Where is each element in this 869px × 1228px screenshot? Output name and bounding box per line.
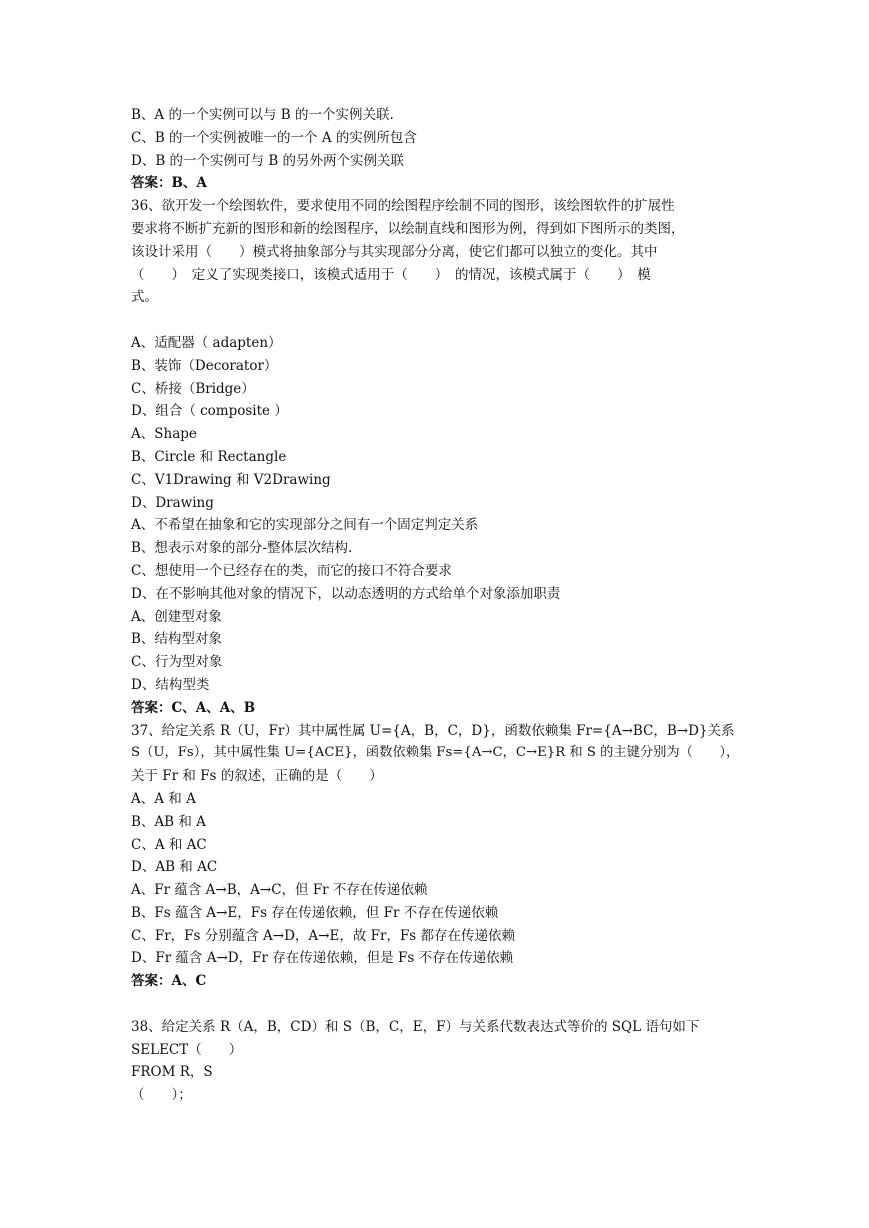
q38-sql-line: SELECT（ ） [131,1041,243,1058]
q37-stem-line-1: 37、给定关系 R（U，Fr）其中属性属 U={A，B，C，D}，函数依赖集 Fr={A→BC，B→D}关系 [131,722,735,739]
q37-answer: 答案：A、C [131,973,207,990]
q35-option-c: C、B 的一个实例被唯一的一个 A 的实例所包含 [131,129,417,146]
q38-sql-line: FROM R，S [131,1064,213,1081]
q37-option: D、Fr 蕴含 A→D，Fr 存在传递依赖，但是 Fs 不存在传递依赖 [131,950,514,967]
q37-option: A、A 和 A [131,790,196,807]
q37-option: A、Fr 蕴含 A→B，A→C，但 Fr 不存在传递依赖 [131,882,428,899]
spacer [131,993,739,1016]
q36-option: B、结构型对象 [131,631,222,648]
q37-stem-line-3: 关于 Fr 和 Fs 的叙述，正确的是（ ） [131,768,383,785]
q36-option: B、Circle 和 Rectangle [131,448,287,465]
spacer [131,309,739,332]
q38-stem: 38、给定关系 R（A，B，CD）和 S（B，C，E，F）与关系代数表达式等价的 SQL 语句如下 [131,1018,700,1035]
q37-option: C、Fr，Fs 分别蕴含 A→D，A→E，故 Fr，Fs 都存在传递依赖 [131,927,516,944]
q37-option: D、AB 和 AC [131,859,218,876]
q36-stem-line-2: 要求将不断扩充新的图形和新的绘图程序，以绘制直线和图形为例，得到如下图所示的类图， [131,220,685,237]
q36-answer: 答案：C、A、A、B [131,699,256,716]
q36-stem-line-3: 该设计采用（ ）模式将抽象部分与其实现部分分离，使它们都可以独立的变化。其中 [131,243,658,260]
q36-stem-line-5: 式。 [131,289,158,306]
q36-option: C、想使用一个已经存在的类，而它的接口不符合要求 [131,562,452,579]
q36-option: D、在不影响其他对象的情况下，以动态透明的方式给单个对象添加职责 [131,585,561,602]
q35-option-d: D、B 的一个实例可与 B 的另外两个实例关联 [131,152,405,169]
q36-option: C、桥接（Bridge） [131,380,255,397]
q38-sql-line: （ ）； [131,1087,192,1104]
q35-option-b: B、A 的一个实例可以与 B 的一个实例关联. [131,107,394,123]
q37-option: B、AB 和 A [131,813,206,830]
q36-option: A、Shape [131,426,197,443]
q36-option: A、不希望在抽象和它的实现部分之间有一个固定判定关系 [131,517,479,534]
q36-option: B、想表示对象的部分-整体层次结构. [131,540,353,557]
q36-option: A、适配器（ adapten） [131,334,282,351]
q37-stem-line-2: S（U，Fs），其中属性集 U={ACE}，函数依赖集 Fs={A→C，C→E}R 和 S 的主键分别为（ ）， [131,745,740,761]
q36-option: D、结构型类 [131,676,210,693]
q36-option: C、行为型对象 [131,654,223,671]
q35-answer: 答案：B、A [131,175,207,192]
q36-option: A、创建型对象 [131,608,222,625]
q37-option: C、A 和 AC [131,836,207,853]
q36-stem-line-1: 36、欲开发一个绘图软件，要求使用不同的绘图程序绘制不同的图形，该绘图软件的扩展性 [131,198,675,215]
q36-option: B、装饰（Decorator） [131,357,278,374]
document-body [131,104,739,1107]
q36-stem-line-4: （ ） 定义了实现类接口，该模式适用于（ ） 的情况，该模式属于（ ） 模 [131,266,651,283]
q36-option: D、组合（ composite ） [131,403,288,420]
q36-option: C、V1Drawing 和 V2Drawing [131,471,331,488]
q36-option: D、Drawing [131,494,214,511]
q37-option: B、Fs 蕴含 A→E，Fs 存在传递依赖，但 Fr 不存在传递依赖 [131,904,499,921]
